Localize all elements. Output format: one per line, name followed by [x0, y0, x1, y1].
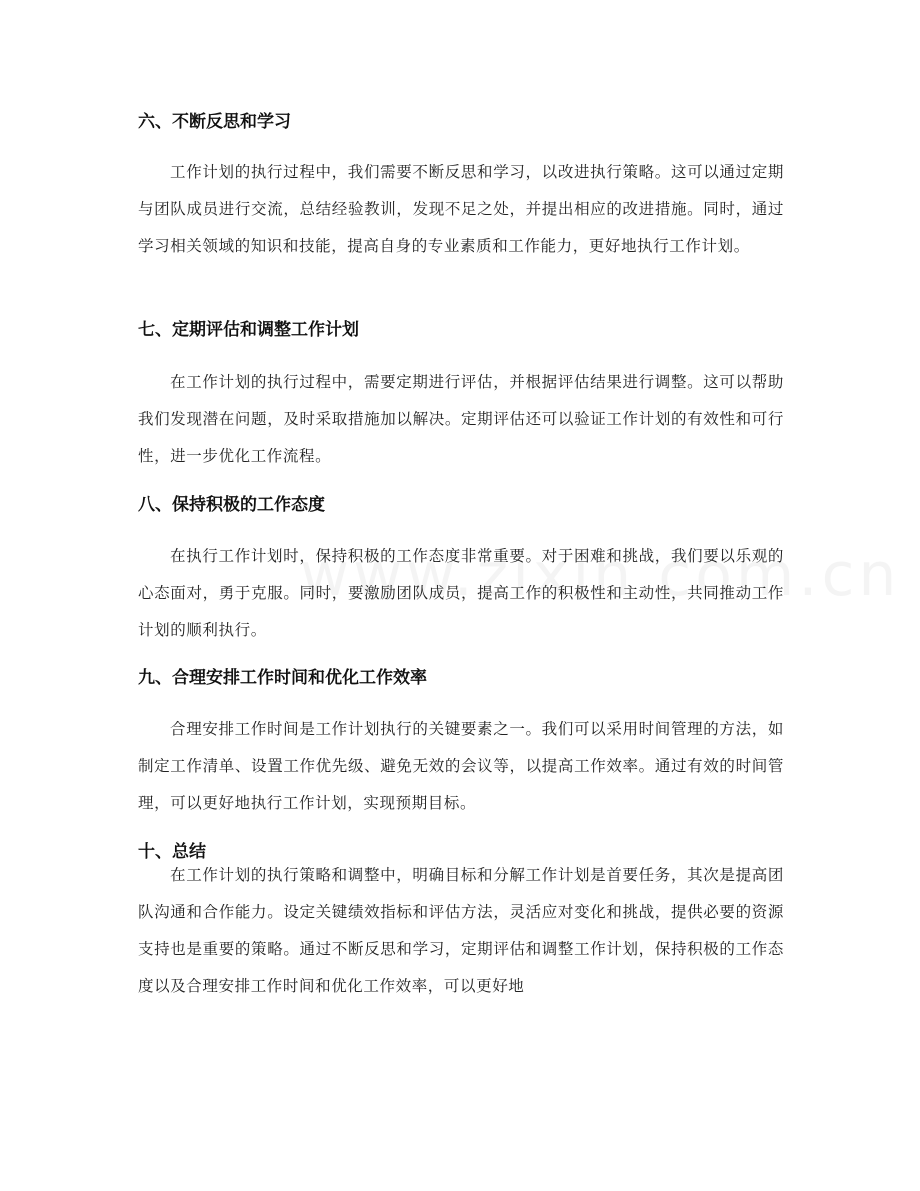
section-title-9: 九、合理安排工作时间和优化工作效率: [138, 668, 427, 688]
section-body-8: [138, 538, 784, 649]
section-title-7: 七、定期评估和调整工作计划: [138, 320, 359, 340]
section-body-7: [138, 364, 784, 475]
section-title-6: 六、不断反思和学习: [138, 112, 291, 132]
section-body-8-text: 在执行工作计划时，保持积极的工作态度非常重要。对于困难和挑战，我们要以乐观的心态面对，勇于克服。同时，要激励团队成员，提高工作的积极性和主动性，共同推动工作计划的顺利执行。: [138, 547, 784, 639]
section-body-10: [138, 857, 784, 1005]
section-body-9: [138, 711, 784, 822]
section-body-9-text: 合理安排工作时间是工作计划执行的关键要素之一。我们可以采用时间管理的方法，如制定工作清单、设置工作优先级、避免无效的会议等，以提高工作效率。通过有效的时间管理，可以更好地执行工作计划，实现预期目标。: [138, 720, 784, 812]
section-body-6: [138, 154, 784, 265]
section-body-6-text: 工作计划的执行过程中，我们需要不断反思和学习，以改进执行策略。这可以通过定期与团队成员进行交流，总结经验教训，发现不足之处，并提出相应的改进措施。同时，通过学习相关领域的知识和技能，提高自身的专业素质和工作能力，更好地执行工作计划。: [138, 163, 784, 255]
section-title-10: 十、总结: [138, 842, 206, 862]
section-body-7-text: 在工作计划的执行过程中，需要定期进行评估，并根据评估结果进行调整。这可以帮助我们发现潜在问题，及时采取措施加以解决。定期评估还可以验证工作计划的有效性和可行性，进一步优化工作流程。: [138, 373, 784, 465]
section-title-8: 八、保持积极的工作态度: [138, 495, 325, 515]
section-body-10-text: 在工作计划的执行策略和调整中，明确目标和分解工作计划是首要任务，其次是提高团队沟通和合作能力。设定关键绩效指标和评估方法，灵活应对变化和挑战，提供必要的资源支持也是重要的策略。通过不断反思和学习，定期评估和调整工作计划，保持积极的工作态度以及合理安排工作时间和优化工作效率，可以更好地: [138, 866, 784, 995]
